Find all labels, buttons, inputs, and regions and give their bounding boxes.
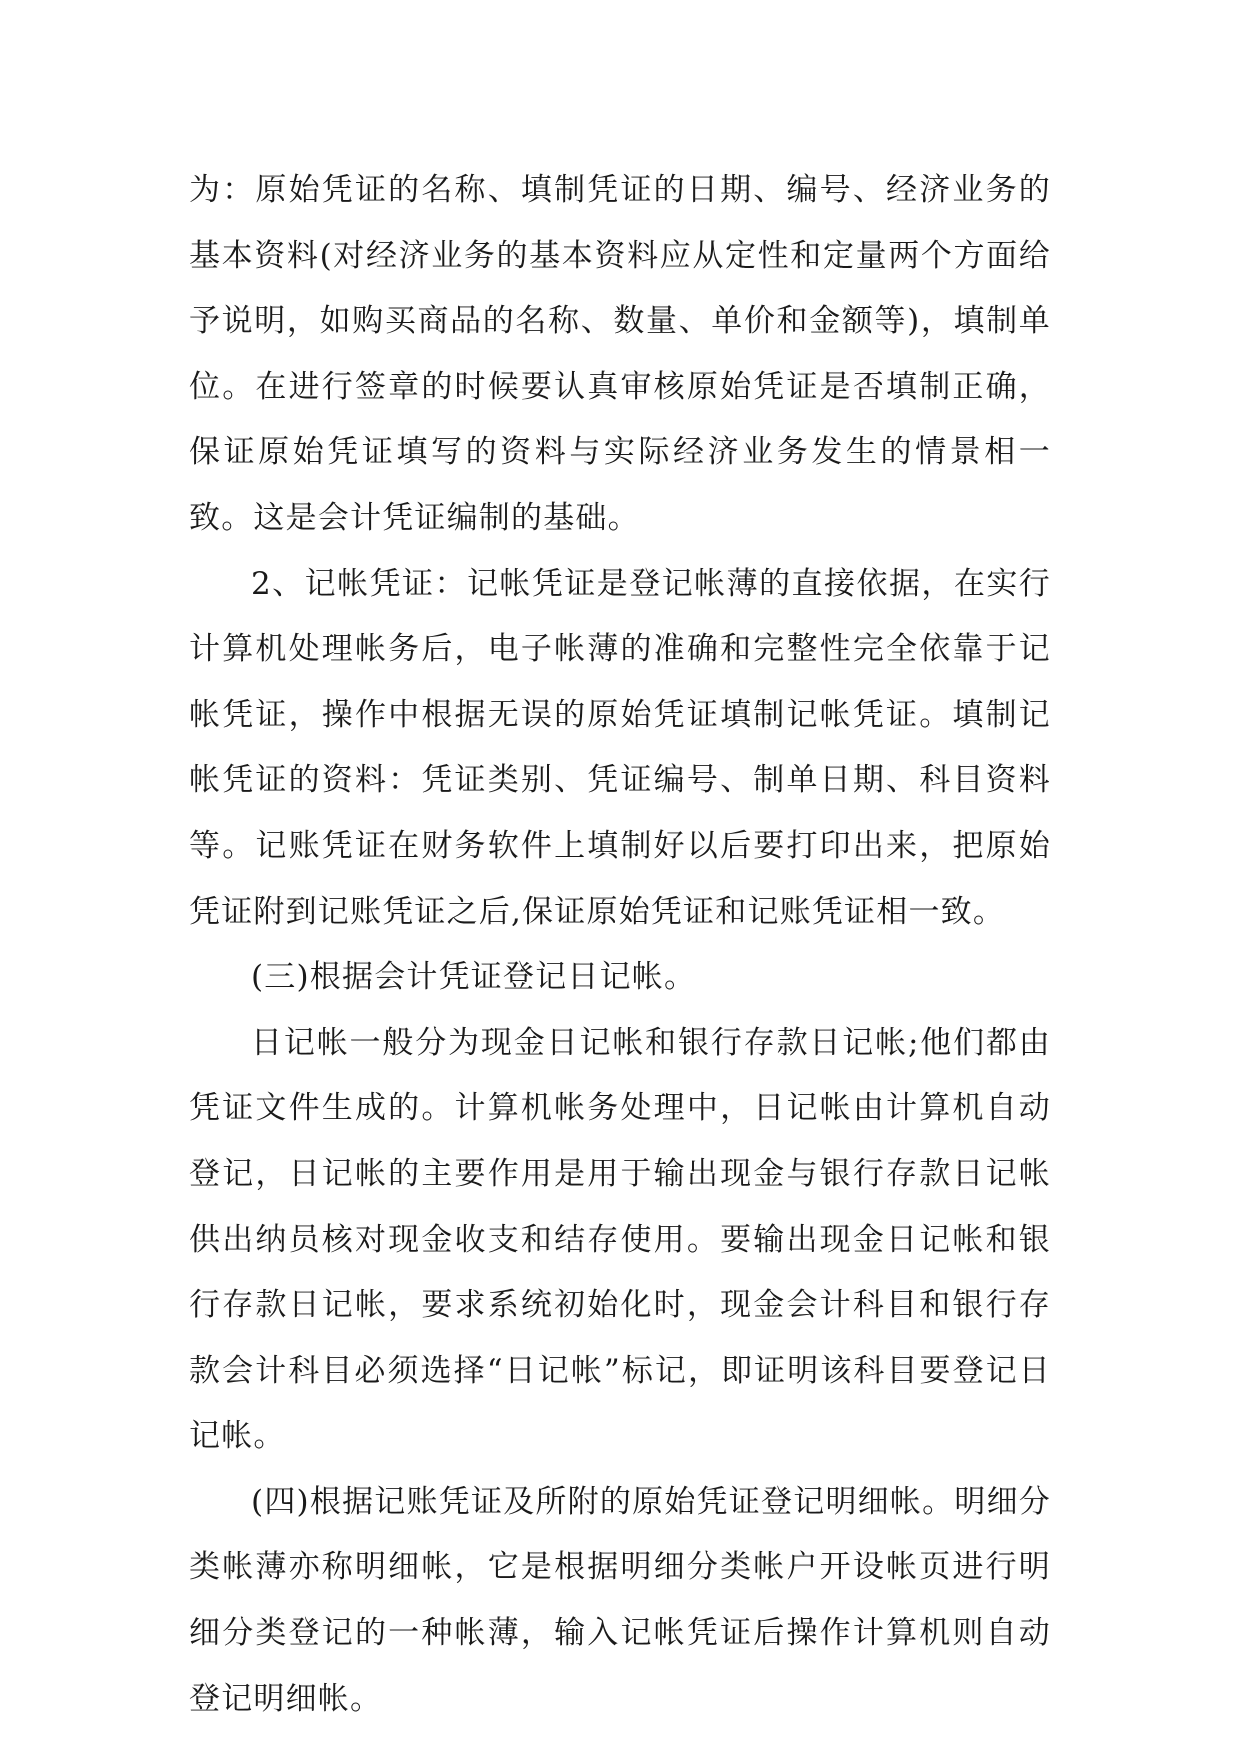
- paragraph-ledger: (四)根据记账凭证及所附的原始凭证登记明细帐。明细分类帐薄亦称明细帐，它是根据明细分类帐户开设帐页进行明细分类登记的一种帐薄，输入记帐凭证后操作计算机则自动登记明细帐。: [189, 1483, 1051, 1717]
- document-body: [189, 158, 1051, 1732]
- paragraph-voucher: 2、记帐凭证：记帐凭证是登记帐薄的直接依据，在实行计算机处理帐务后，电子帐薄的准确和完整性完全依靠于记帐凭证，操作中根据无误的原始凭证填制记帐凭证。填制记帐凭证的资料：凭证类别、凭证编号、制单日期、科目资料等。记账凭证在财务软件上填制好以后要打印出来，把原始凭证附到记账凭证之后,保证原始凭证和记账凭证相一致。: [189, 565, 1051, 930]
- paragraph-continued: 为：原始凭证的名称、填制凭证的日期、编号、经济业务的基本资料(对经济业务的基本资料应从定性和定量两个方面给予说明，如购买商品的名称、数量、单价和金额等)，填制单位。在进行签章的时候要认真审核原始凭证是否填制正确，保证原始凭证填写的资料与实际经济业务发生的情景相一致。这是会计凭证编制的基础。: [189, 172, 1051, 536]
- section-heading-3: (三)根据会计凭证登记日记帐。: [251, 959, 697, 996]
- paragraph-journal: 日记帐一般分为现金日记帐和银行存款日记帐;他们都由凭证文件生成的。计算机帐务处理中，日记帐由计算机自动登记，日记帐的主要作用是用于输出现金与银行存款日记帐供出纳员核对现金收支和结存使用。要输出现金日记帐和银行存款日记帐，要求系统初始化时，现金会计科目和银行存款会计科目必须选择“日记帐”标记，即证明该科目要登记日记帐。: [189, 1024, 1051, 1455]
